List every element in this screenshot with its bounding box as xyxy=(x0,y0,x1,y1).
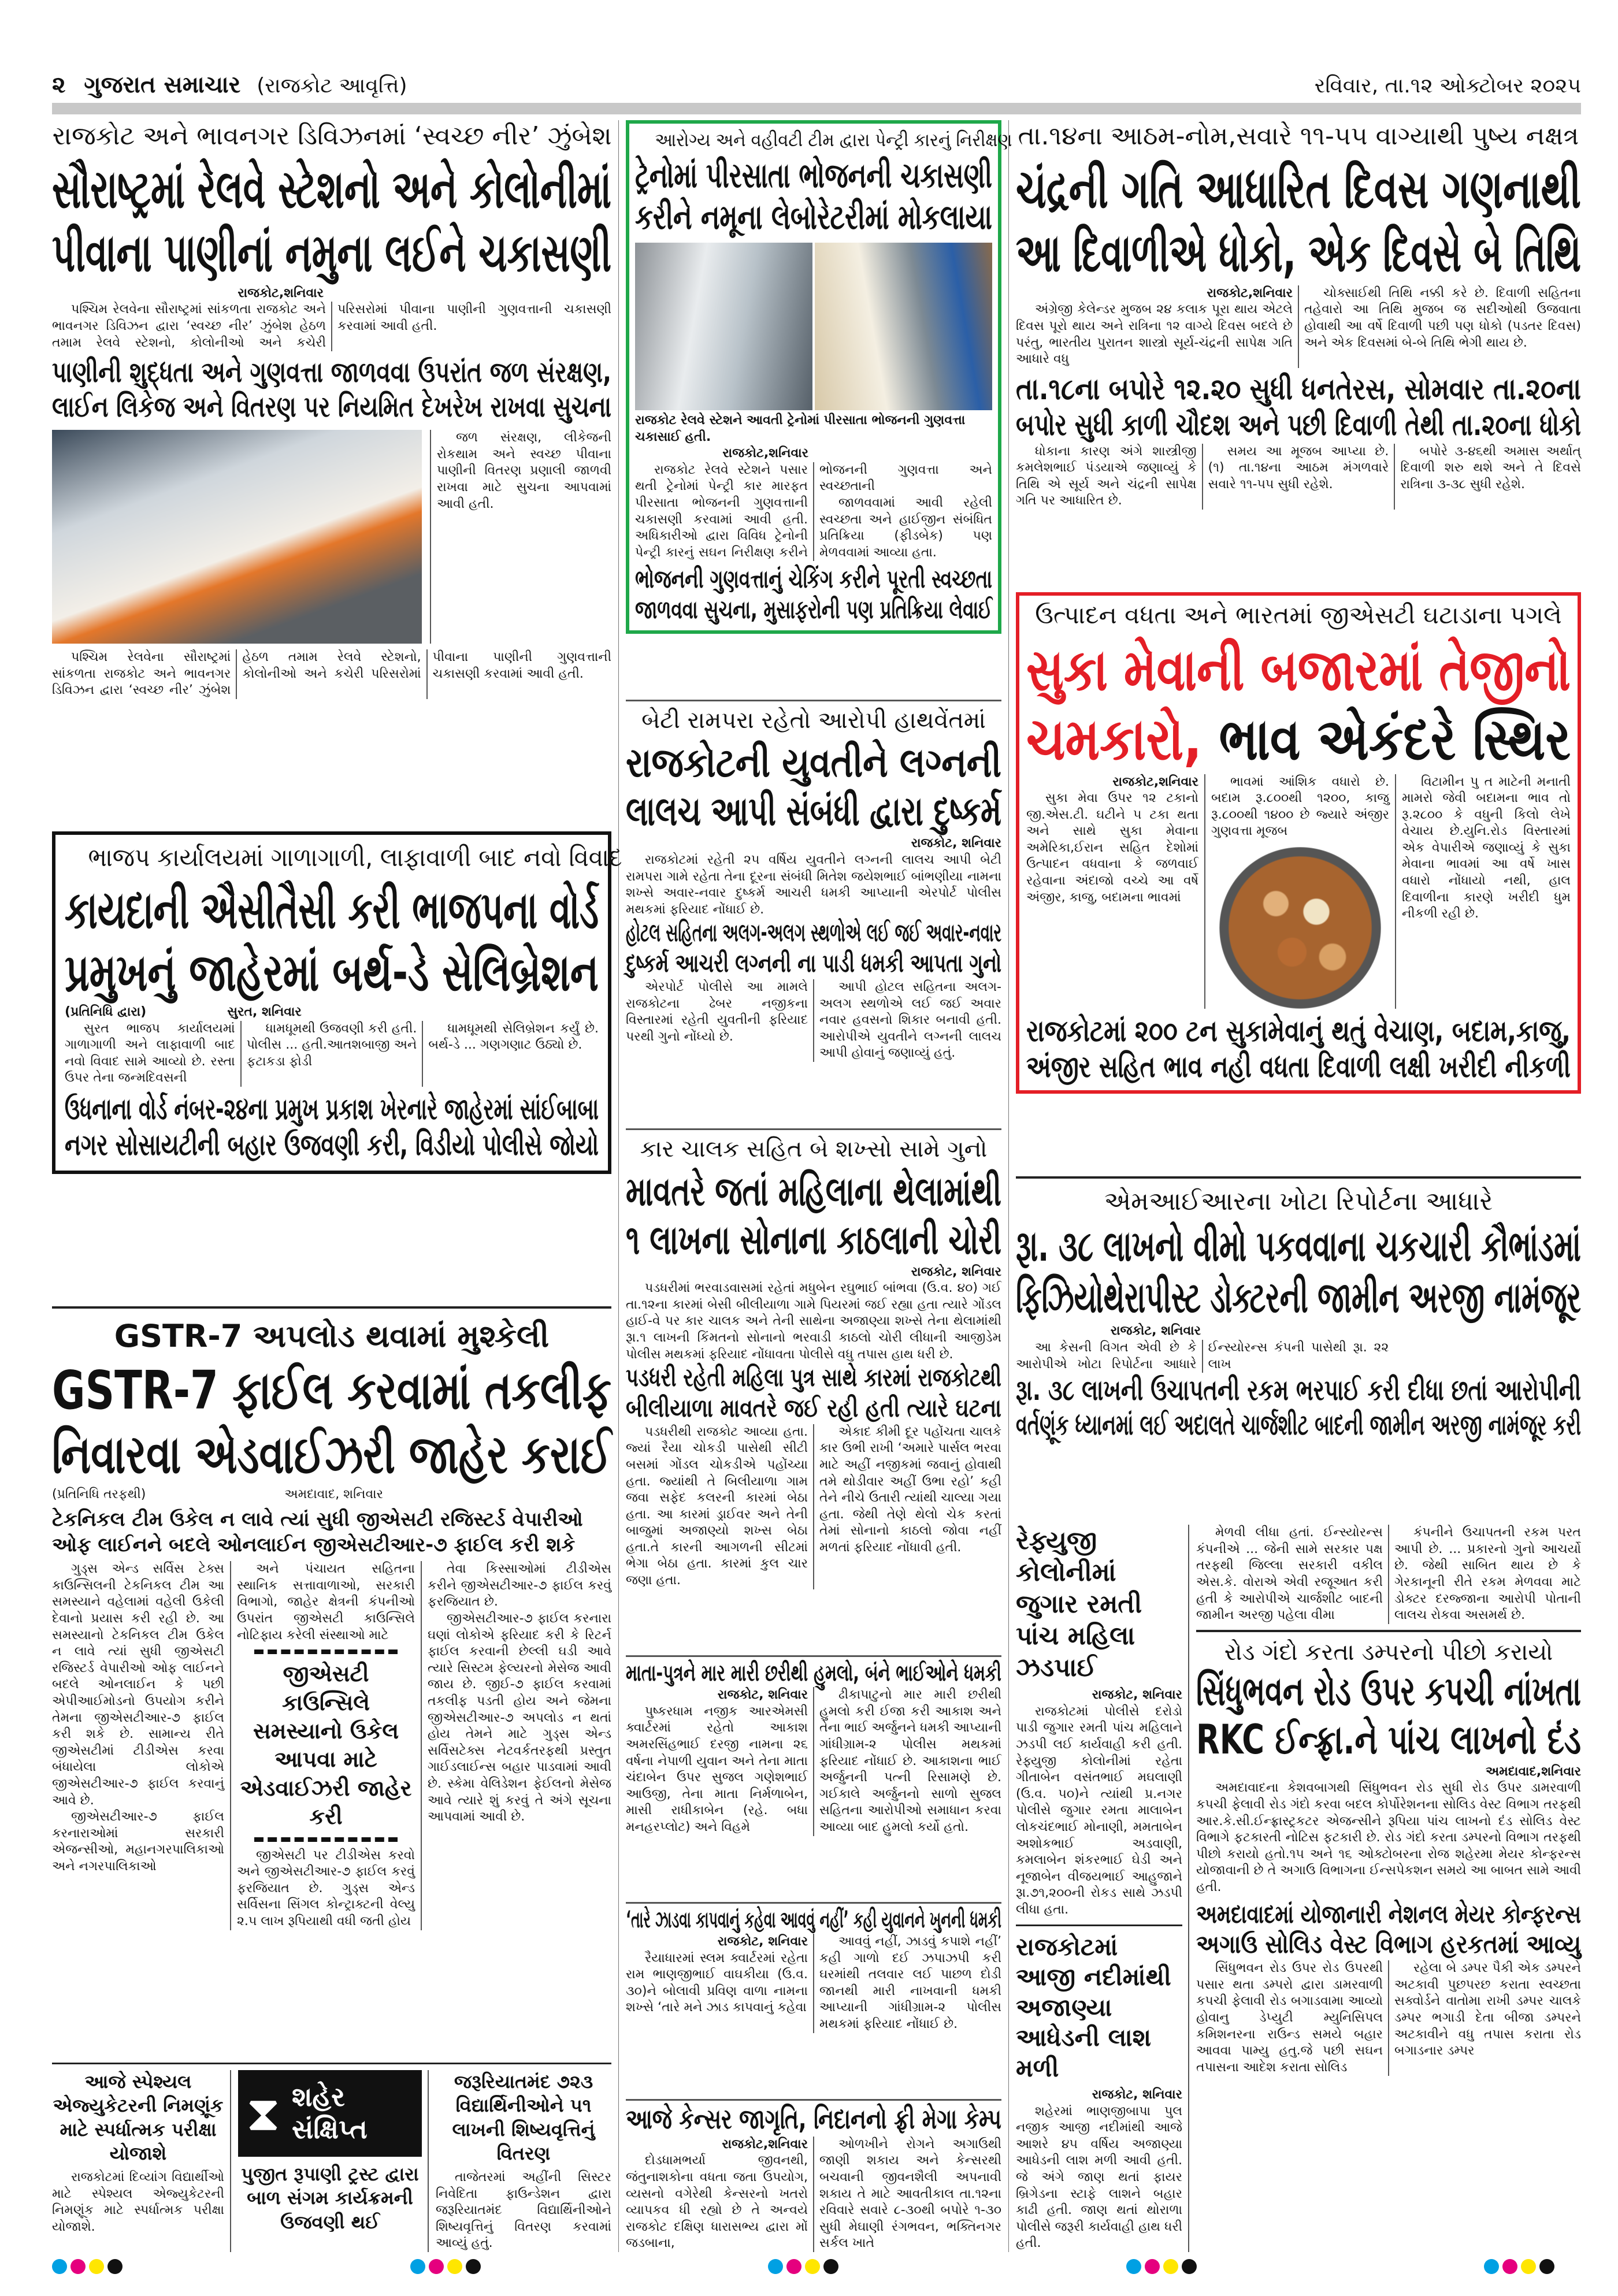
headline-text: પાણીની શુદ્ધતા અને ગુણવત્તા જાળવવા ઉપરાંત જળ સંરક્ષણ, xyxy=(52,355,611,389)
headline-line xyxy=(52,1359,611,1422)
subheadline xyxy=(1016,407,1581,443)
headline-line xyxy=(626,1167,1001,1216)
registration-dot xyxy=(786,2259,801,2274)
story-body: રાજકોટ,શનિવાર અંગ્રેજી કેલેન્ડર મુજબ ૨૪ કલાક પૂરા થાય એટલે દિવસ પૂરો થાય અને રાત્રિના ૧૨ વાગ્યે દિવસ બદલે છે પરંતુ, ભારતીય પુરાતન શાસ્ત્રો સૂર્ય-ચંદ્રની સાપેક્ષ ગતિ આધારે વધુ ચોક્સાઈથી તિથિ નક્કી કરે છે. દિવાળી સહિતના તહેવારો આ તિથિ મુજબ જ સદીઓથી ઉજવાતા હોવાથી આ વર્ષે દિવાળી પછી પણ ધોકો (પડતર દિવસ) અને એક દિવસમાં બે-બે તિથિ ભેગી થાય છે. xyxy=(1016,285,1581,367)
headline-text: ચમકારો, ભાવ એકંદરે સ્થિર xyxy=(1026,705,1571,773)
brief-headline: પુજીત રૂપાણી ટ્રસ્ટ દ્વારા બાળ સંગમ કાર્યક્રમની ઉજવણી થઈ xyxy=(241,2163,419,2233)
registration-dot xyxy=(466,2259,481,2274)
headline-text: લાઈન લિકેજ અને વિતરણ પર નિયમિત દેખરેખ રાખવા સુચના xyxy=(52,390,611,424)
subheadline xyxy=(1026,1049,1571,1085)
story-kicker xyxy=(626,1135,1001,1164)
registration-dot xyxy=(1145,2259,1160,2274)
registration-dot xyxy=(1521,2259,1536,2274)
registration-dot xyxy=(410,2259,425,2274)
brief-headline: જરૂરિયાતમંદ ૭૨૩ વિદ્યાર્થિનીઓને ૫૧ લાખની શિષ્યવૃત્તિનું વિતરણ xyxy=(452,2070,595,2165)
headline-line xyxy=(65,879,599,942)
story-dry-fruit xyxy=(1016,592,1581,1094)
right-lower-row xyxy=(1016,1525,1581,2252)
story-body: અને પંચાયત સહિતના સ્થાનિક સત્તાવાળાઓ, સરકારી વિભાગો, જાહેર ક્ષેત્રની કંપનીઓ ઉપરાંત જીએસટી કાઉન્સિલે નોટિફાય કરેલી સંસ્થાઓ માટે xyxy=(237,1562,415,1643)
headline-text: માતા-પુત્રને માર મારી છરીથી હુમલો, બંને ભાઈઓને ધમકી xyxy=(626,1660,1001,1687)
headline-line xyxy=(635,155,992,196)
headline-text: GSTR-7 ફાઈલ કરવામાં તકલીફ xyxy=(52,1359,611,1422)
headline xyxy=(626,1659,1001,1687)
dateline: રાજકોટ, શનિવાર xyxy=(1092,2087,1182,2102)
page-number: ૨ xyxy=(52,72,66,98)
headline-line xyxy=(1016,1221,1581,1272)
subheadline xyxy=(626,1363,1001,1394)
headline-line xyxy=(1016,1272,1581,1324)
masthead xyxy=(52,0,1581,103)
headline-line xyxy=(1196,1715,1581,1764)
issue-date: રવિવાર, તા.૧૨ ઓક્ટોબર ૨૦૨૫ xyxy=(1314,74,1581,98)
headline-text: દુષ્કર્મ આચરી લગ્નની ના પાડી ધમકી આપતા ગુનો xyxy=(626,949,1001,979)
column-divider xyxy=(618,120,619,2252)
byline: (પ્રતિનિધિ દ્વારા) xyxy=(65,1005,147,1020)
headline-line xyxy=(52,1423,611,1487)
subheadline xyxy=(635,564,992,595)
registration-marks xyxy=(410,2259,484,2276)
headline-line xyxy=(626,738,1001,787)
registration-dot xyxy=(429,2259,444,2274)
story-body: રાજકોટ રેલવે સ્ટેશને પસાર થતી ટ્રેનોમાં પેન્ટ્રી કાર મારફત પીરસાતા ભોજનની ગુણવત્તાની ચકાસણી કરવામાં આવી હતી. અધિકારીઓ દ્વારા વિવિધ ટ્રેનોની પેન્ટ્રી કારનું સઘન નિરીક્ષણ કરીને ભોજનની ગુણવત્તા અને સ્વચ્છતાની જાળવવામાં આવી રહેલી સ્વચ્છતા અને હાઈજીન સંબંધિત પ્રતિક્રિયા (ફીડબેક) પણ મેળવવામાં આવ્યા હતા. xyxy=(635,462,992,560)
briefs-row xyxy=(52,2063,611,2252)
headline-text: લાલચ આપી સંબંધી દ્વારા દુષ્કર્મ xyxy=(626,787,1001,835)
story-body: પડધરીથી રાજકોટ આવ્યા હતા. જ્યાં રૈયા ચોકડી પાસેથી સીટી બસમાં ગોંડલ ચોકડીએ પહોંચ્યા હતા. જ્યાંથી તે બિલીયાળા ગામ જવા સફેદ કલરની કારમાં બેઠા હતા. આ કારમાં ડ્રાઈવર અને તેની બાજુમાં અજાણ્યો શખ્સ બેઠા હતા.તે કારની આગળની સીટમાં ભેગા બેઠા હતા. કારમાં કુલ ચાર જણા હતા. એકાદ કીમી દૂર પહોંચતા ચાલકે કાર ઉભી રાખી ‘અમારે પાર્સલ ભરવા માટે અહીં નજીકમાં જવાનું હોવાથી તમે થોડીવાર અહીં ઉભા રહો’ કહી તેને નીચે ઉતારી ત્યાંથી ચાલ્યા ગયા હતા. જેથી તેણે થેલો ચેક કરતાં તેમાં સોનાનો કાઠલો જોવા નહીં મળતાં ફરિયાદ નોંધાવી હતી. xyxy=(626,1424,1001,1588)
photo-caption: રાજકોટ રેલવે સ્ટેશને આવતી ટ્રેનોમાં પીરસાતા ભોજનની ગુણવત્તા ચકાસાઈ હતી. xyxy=(635,413,966,444)
headline-text: ‘તારે ઝાડવા કાપવાનું કહેવા આવવું નહીં’ કહી યુવાનને ખુનની ધમકી xyxy=(626,1907,1001,1934)
headline-text: ફિઝિયોથેરાપીસ્ટ ડોક્ટરની જામીન અરજી નામંજૂર xyxy=(1016,1272,1581,1322)
story-kicker xyxy=(635,128,1012,151)
headline-text: ઉધનાના વોર્ડ નંબર-૨૪ના પ્રમુખ પ્રકાશ ખેરનારે જાહેરમાં સાંઈબાબા xyxy=(65,1092,599,1127)
section-label: શહેર સંક્ષિપ્ત xyxy=(291,2080,368,2145)
headline-text: હોટલ સહિતના અલગ-અલગ સ્થળોએ લઈ જઈ અવાર-નવાર xyxy=(626,918,1001,948)
registration-marks xyxy=(768,2259,842,2276)
dateline: સુરત, શનિવાર xyxy=(227,1005,302,1020)
subheadline xyxy=(1196,1900,1581,1930)
headline-text: સિંધુભવન રોડ ઉપર કપચી નાંખતા xyxy=(1196,1667,1581,1715)
subheadline xyxy=(1016,371,1581,407)
dateline: રાજકોટ,શનિવાર xyxy=(722,446,808,461)
dateline: રાજકોટ,શનિવાર xyxy=(237,285,324,300)
registration-dot xyxy=(768,2259,783,2274)
subheadline xyxy=(1016,1373,1581,1407)
headline-text: જાળવવા સુચના, મુસાફરોની પણ પ્રતિક્રિયા લેવાઈ xyxy=(635,595,992,625)
column-divider xyxy=(1008,120,1009,2252)
story-cancer-camp xyxy=(626,2099,1001,2252)
right-column xyxy=(1016,120,1581,2252)
subheadline: ટેકનિકલ ટીમ ઉકેલ ન લાવે ત્યાં સુધી જીએસટી રજિસ્ટર્ડ વેપારીઓ ઓફ લાઈનને બદલે ઓનલાઈન જીએસટીઆર-૭ ફાઈલ કરી શકે xyxy=(52,1507,583,1557)
dateline: રાજકોટ, શનિવાર xyxy=(717,1934,808,1949)
story-body: રાજકોટ, શનિવાર રૈયાધારમાં સ્લમ ક્વાર્ટરમાં રહેતા રામ ભાણજીભાઈ વાઘકીયા (ઉ.વ. ૩૦)ને બોલાવી પ્રવિણ વાળા નામના શખ્સે ‘તારે મને ઝાડ કાપવાનું કહેવા આવવું નહીં, ઝાડવું કપાશે નહીં’ કહી ગાળો દઈ ઝપાઝપી કરી ઘરમાંથી તલવાર લઈ પાછળ દોડી જાનથી મારી નાખવાની ધમકી આપ્યાની ગાંધીગ્રામ-૨ પોલીસ મથકમાં ફરિયાદ નોંધાઈ છે. xyxy=(626,1934,1001,2032)
left-column xyxy=(52,120,622,2252)
headline-text: નગર સોસાયટીની બહાર ઉજવણી કરી, વિડીયો પોલીસે જોયો xyxy=(65,1128,599,1163)
dateline: રાજકોટ,શનિવાર xyxy=(1207,285,1293,300)
headline-text: પડધરી રહેતી મહિલા પુત્ર સાથે કારમાં રાજકોટથી xyxy=(626,1363,1001,1393)
headline-line xyxy=(52,221,611,285)
kicker-text: આરોગ્ય અને વહીવટી ટીમ દ્વારા પેન્ટ્રી કારનું નિરીક્ષણ xyxy=(655,129,1012,151)
section-label-box xyxy=(238,2070,422,2157)
story-kicker xyxy=(1026,600,1571,631)
headline-text: નિવારવા એડવાઈઝરી જાહેર કરાઈ xyxy=(52,1423,611,1485)
edition-label: (રાજકોટ આવૃત્તિ) xyxy=(257,74,407,98)
registration-dot xyxy=(805,2259,820,2274)
subheadline xyxy=(1026,1013,1571,1049)
headline-text: ભોજનની ગુણવત્તાનું ચેકિંગ કરીને પૂરતી સ્વચ્છતા xyxy=(635,564,992,595)
kicker-text: એમઆઈઆરના ખોટા રિપોર્ટના આધારે xyxy=(1104,1186,1493,1216)
story-kicker xyxy=(626,706,1001,735)
headline-text: બપોર સુધી કાળી ચૌદશ અને પછી દિવાળી તેથી તા.૨૦ના ધોકો xyxy=(1016,408,1581,443)
story-pantry-inspection xyxy=(626,120,1012,634)
story-body: ગુડ્સ એન્ડ સર્વિસ ટેક્સ કાઉન્સિલની ટેકનિકલ ટીમ આ સમસ્યાને વહેલામાં વહેલી ઉકેલી દેવાનો પ્રયાસ કરી રહી છે. આ સમસ્યાનો ટેકનિકલ ટીમ ઉકેલ ન લાવે ત્યાં સુધી જીએસટી રજિસ્ટર્ડ વેપારીઓ ઓફ લાઈનને બદલે ઓનલાઈન કે પછી એપીઆઈમોડનો ઉપયોગ કરીને તેમના જીએસટીઆર-૭ ફાઈલ કરી શકે છે. સામાન્ય રીતે જીએસટીમાં ટીડીએસ કરવા બંધાયેલા લોકોએ જીએસટીઆર-૭ ફાઈલ કરવાનું આવે છે. જીએસટીઆર-૭ ફાઈલ કરનારાઓમાં સરકારી એજન્સીઓ, મહાનગરપાલિકાઓ અને નગરપાલિકાઓ xyxy=(52,1561,231,1930)
headline-text: રૂા. ૩૮ લાખની ઉચાપતની રકમ ભરપાઈ કરી દીધા છતાં આરોપીની xyxy=(1016,1373,1581,1407)
headline-line xyxy=(626,787,1001,835)
headline-line xyxy=(1016,158,1581,221)
subheadline xyxy=(52,355,611,389)
headline-text: પ્રમુખનું જાહેરમાં બર્થ-ડે સેલિબ્રેશન xyxy=(65,942,599,1004)
headline-text: બીલીયાળા માવતરે જઈ રહી હતી ત્યારે ઘટના xyxy=(626,1393,1001,1423)
registration-dot xyxy=(1163,2259,1178,2274)
registration-marks xyxy=(52,2259,126,2276)
headline-text: અમદાવાદમાં યોજાનારી નેશનલ મેયર કોન્ફરન્સ xyxy=(1196,1899,1581,1929)
headline-text: તા.૧૮ના બપોરે ૧૨.૨૦ સુધી ધનતેરસ, સોમવાર તા.૨૦ના xyxy=(1016,371,1581,407)
story-murder-threat xyxy=(626,1902,1001,2033)
story-body: રાજકોટમાં રહેતી ૨૫ વર્ષિય યુવતીને લગ્નની લાલચ આપી બેટી રામપરા ગામે રહેતા તેના દૂરના સંબંધી મિતેશ જયેશભાઈ બાંભણીયા નામના શખ્સે અવાર-નવાર દુષ્કર્મ આચરી ધમકી આપ્યાની એરપોર્ટ પોલીસ મથકમાં ફરિયાદ નોંધાઈ છે. xyxy=(626,853,1001,917)
headline xyxy=(626,2103,1001,2137)
dateline: રાજકોટ,શનિવાર xyxy=(722,2137,808,2152)
headline: રેફ્યુજી કોલોનીમાં જુગાર રમતી પાંચ મહિલા ઝડપાઈ xyxy=(1016,1526,1142,1683)
headline-text: રૂા. ૩૮ લાખનો વીમો પકવવાના ચકચારી કૌભાંડમાં xyxy=(1016,1221,1581,1271)
story-body: પશ્ચિમ રેલવેના સૌરાષ્ટ્રમાં સાંકળતા રાજકોટ અને ભાવનગર ડિવિઝન દ્વારા ‘સ્વચ્છ નીર’ ઝુંબેશ હેઠળ તમામ રેલવે સ્ટેશનો, કોલોનીઓ અને કચેરી પરિસરોમાં પીવાના પાણીની ગુણવત્તાની ચકાસણી કરવામાં આવી હતી. xyxy=(52,302,611,350)
story-body: રાજકોટમાં પોલીસે દરોડો પાડી જુગાર રમતી પાંચ મહિલાને ઝડપી લઈ કાર્યવાહી કરી હતી. રેફ્યુજી કોલોનીમાં રહેતા ગીતાબેન વસંતભાઈ મઘલાણી (ઉ.વ. ૫૦)ને ત્યાંથી પ્ર.નગર પોલીસે જુગાર રમતા માલાબેન લોકચંદભાઈ મોનાણી, મમતાબેન અશોકભાઈ અડવાણી, કમલાબેન શંકરભાઈ ઘેડી અને નૂજાબેન વીજયભાઈ આહુજાને રૂા.૭૧,૨૦૦ની રોકડ સાથે ઝડપી લીધા હતા. xyxy=(1016,1704,1182,1917)
headline: રાજકોટમાં આજી નદીમાંથી અજાણ્યા આધેડની લાશ મળી xyxy=(1016,1932,1171,2082)
story-body: પશ્ચિમ રેલવેના સૌરાષ્ટ્રમાં સાંકળતા રાજકોટ અને ભાવનગર ડિવિઝન દ્વારા ‘સ્વચ્છ નીર’ ઝુંબેશ હેઠળ તમામ રેલવે સ્ટેશનો, કોલોનીઓ અને કચેરી પરિસરોમાં પીવાના પાણીની ગુણવત્તાની ચકાસણી કરવામાં આવી હતી. xyxy=(52,650,611,698)
registration-dot xyxy=(1126,2259,1141,2274)
headline-text: ચંદ્રની ગતિ આધારિત દિવસ ગણનાથી xyxy=(1016,158,1581,220)
story-body: રાજકોટ,શનિવાર દોડધામભર્યા જીવનથી, જંતુનાશકોના વધતા જતા ઉપયોગ, વ્યસનો વગેરેથી કેન્સરનો ખતરો વ્યાપકવ ધી રહ્યો છે તે અન્વયે રાજકોટ દક્ષિણ ધારાસભ્ય દ્વારા મોં જડબાના, ઓળખીને રોગને અગાઉથી જાણી શકાય અને કેન્સરથી બચવાની જીવનશૈલી અપનાવી શકાય તે માટે આવતીકાલ તા.૧૨ના રવિવારે સવારે ૮-૩૦થી બપોરે ૧-૩૦ સુધી મેઘાણી રંગભવન, ભક્તિનગર સર્કલ ખાતે xyxy=(626,2137,1001,2251)
registration-dot xyxy=(1182,2259,1197,2274)
byline: (પ્રતિનિધિ તરફથી) xyxy=(52,1487,146,1502)
story-body: અમદાવાદના કેશવબાગથી સિંધુભવન રોડ સુધી રોડ ઉપર ડામરવાળી કપચી ફેલાવી રોડ ગંદો કરવા બદલ કોર્પોરેશનના સોલિડ વેસ્ટ વિભાગ તરફથી આર.કે.સી.ઈન્ફ્રાસ્ટ્રકટર એજન્સીને રૂપિયા પાંચ લાખનો દંડ સોલિડ વેસ્ટ વિભાગે ફટકારતી નોટિસ ફટકારી છે. રોડ ગંદો કરતા ડમ્પરનો વિભાગ તરફથી પીછો કરાયો હતો.૧૫ અને ૧૬ ઓક્ટોબરના રોજ શહેરમા મેયર કોન્ફરન્સ યોજાવાની છે તે અગાઉ વિભાગના ઈન્સપેકશન સમયે આ બાબત સામે આવી હતી. xyxy=(1196,1781,1581,1894)
dateline: રાજકોટ, શનિવાર xyxy=(911,1264,1001,1279)
photo-railway-water-tap xyxy=(52,430,422,644)
brief-city-section xyxy=(238,2070,429,2252)
subheadline xyxy=(635,595,992,626)
headline-text: માવતરે જતાં મહિલાના થેલામાંથી xyxy=(626,1167,1001,1215)
story-kicker xyxy=(1016,1186,1581,1217)
headline-text: સુકા મેવાની બજારમાં તેજીનો xyxy=(1026,636,1571,704)
kicker-text: બેટી રામપરા રહેતો આરોપી હાથવેંતમાં xyxy=(641,707,986,734)
headline-line xyxy=(1016,221,1581,285)
story-water-testing xyxy=(52,120,611,699)
kicker-text: રોડ ગંદો કરતા ડમ્પરનો પીછો કરાયો xyxy=(1224,1639,1553,1666)
registration-dot xyxy=(1484,2259,1499,2274)
divider xyxy=(254,1649,398,1654)
story-kicker xyxy=(1196,1638,1581,1667)
registration-dot xyxy=(70,2259,86,2274)
headline-line xyxy=(65,942,599,1004)
headline-text: વર્તણૂંક ધ્યાનમાં લઈ અદાલતે ચાર્જશીટ બાદની જામીન અરજી નામંજૂર કરી xyxy=(1016,1408,1581,1442)
headline-text: ટ્રેનોમાં પીરસાતા ભોજનની ચકાસણી xyxy=(635,155,992,196)
story-kicker xyxy=(65,842,622,874)
story-body: પડધરીમાં ભરવાડવાસમાં રહેતાં મધુબેન રઘુભાઈ બાંભવા (ઉ.વ. ૪૦) ગઈ તા.૧૨ના કારમાં બેસી બીલીયાળા ગામે પિયરમાં જઈ રહ્યા હતા ત્યારે ગોંડલ હાઈ-વે પર કાર ચાલક અને તેની સાથેના અજાણ્યા શખ્સે તેના થેલામાંથી રૂા.૧ લાખની કિંમતનો સોનાનો ભરવાડી કાઠલો ચોરી લીધાની આજીડેમ પોલીસ મથકમાં ફરિયાદ નોંધાવતા પોલીસે વધુ તપાસ હાથ ધરી છે. xyxy=(626,1281,1001,1362)
registration-dot xyxy=(1502,2259,1517,2274)
page-folio xyxy=(52,72,407,98)
inset-headline: જીએસટી કાઉન્સિલે સમસ્યાનો ઉકેલ આપવા માટે એડવાઈઝરી જાહેર કરી xyxy=(240,1661,412,1830)
story-kicker xyxy=(1016,120,1581,152)
registration-dot xyxy=(823,2259,838,2274)
headline-text: RKC ઈન્ફ્રા.ને પાંચ લાખનો દંડ xyxy=(1196,1715,1581,1763)
brief-body: તાજેતરમાં અહીંની સિસ્ટર નિવેદિતા ફાઉન્ડેશન દ્વારા જરૂરિયાતમંદ વિદ્યાર્થિનીઓને શિષ્યવૃત્તિનું વિતરણ કરવામાં આવ્યું હતું. xyxy=(436,2170,611,2251)
right-narrow-column xyxy=(1016,1525,1189,2252)
dateline: રાજકોટ,શનિવાર xyxy=(1112,774,1198,789)
registration-dot xyxy=(89,2259,104,2274)
story-body: શહેરમાં ભાણજીબાપા પુલ નજીક આજી નદીમાંથી આજે આશરે ૪૫ વર્ષિય અજાણ્યા આધેડની લાશ મળી આવી હતી. જે અંગે જાણ થતાં ફાયર બ્રિગેડના સ્ટાફે લાશને બહાર કાઢી હતી. જાણ થતાં થોરાળા પોલીસે જરૂરી કાર્યવાહી હાથ ધરી હતી. xyxy=(1016,2104,1182,2251)
middle-column xyxy=(626,120,1012,2252)
registration-dot xyxy=(52,2259,67,2274)
story-knife-attack xyxy=(626,1655,1001,1836)
registration-dot xyxy=(107,2259,123,2274)
headline-text: પીવાના પાણીનાં નમુના લઈને ચકાસણી xyxy=(52,222,611,284)
story-body: ભાવમાં આંશિક વધારો છે. બદામ રૂ.૮૦૦થી ૧૨૦૦, કાજુ રૂ.૮૦૦થી ૧૪૦૦ છે જ્યારે અંજીર ગુણવત્તા મૂજબ xyxy=(1211,774,1389,839)
dateline: રાજકોટ, શનિવાર xyxy=(1110,1324,1201,1339)
story-body: જીએસટી પર ટીડીએસ કરવો અને જીએસટીઆર-૭ ફાઈલ કરવું ફરજિયાત છે. ગુડ્સ એન્ડ સર્વિસના સિંગલ કોન્ટ્રાક્ટની વેલ્યુ ૨.૫ લાખ રૂપિયાથી વધી જતી હોય xyxy=(237,1848,415,1929)
subheadline xyxy=(626,1394,1001,1424)
story-bjp-birthday xyxy=(52,831,622,1174)
registration-dot xyxy=(447,2259,462,2274)
subheadline xyxy=(626,918,1001,949)
headline-text: સૌરાષ્ટ્રમાં રેલવે સ્ટેશનો અને કોલોનીમાં xyxy=(52,158,611,220)
story-insurance-fraud xyxy=(1016,1176,1581,1442)
headline-text: અગાઉ સોલિડ વેસ્ટ વિભાગ હરકતમાં આવ્યુ xyxy=(1196,1930,1581,1960)
headline-text: કરીને નમૂના લેબોરેટરીમાં મોકલાયા xyxy=(635,197,992,237)
dateline: રાજકોટ, શનિવાર xyxy=(1092,1688,1182,1703)
story-diwali-tithi xyxy=(1016,120,1581,510)
hourglass-icon: ⧗ xyxy=(246,2085,280,2142)
kicker-text: ભાજપ કાર્યાલયમાં ગાળાગાળી, લાફાવાળી બાદ નવો વિવાદ xyxy=(88,843,622,873)
story-insurance-continued: મેળવી લીધા હતાં. ઈન્સ્યોરન્સ કંપનીએ ... જેની સામે સરકાર પક્ષ તરફથી જિલ્લા સરકારી વકીલ એસ.કે. વોરાએ એવી રજૂઆત કરી હતી કે આરોપીએ ચાર્જશીટ બાદની જામીન અરજી પહેલા વીમા કંપનીને ઉચાપતની રકમ પરત આપી છે. ... પ્રકારનો ગુનો આચર્યો છે. જેથી સાબિત થાય છે કે ગેરકાનૂની રીતે રકમ મેળવવા માટે ડોક્ટર દરજ્જાના આરોપી પોતાની લાલચ રોકવા અસમર્થ છે. xyxy=(1196,1525,1581,1623)
headline-line xyxy=(626,1216,1001,1264)
dateline: રાજકોટ, શનિવાર xyxy=(911,836,1001,851)
photo-pantry-car-1 xyxy=(635,243,812,410)
brief-headline: આજે સ્પેશ્યલ એજ્યુકેટરની નિમણૂંક માટે સ્પર્ધાત્મક પરીક્ષા યોજાશે xyxy=(53,2070,224,2165)
story-body: આ કેસની વિગત એવી છે કે આરોપીએ ખોટા રિપોર્ટના આધારે ઈન્સ્યોરન્સ કંપની પાસેથી રૂા. ૨૨ લાખ xyxy=(1016,1340,1389,1372)
headline-line-mixed xyxy=(1026,705,1571,774)
subheadline xyxy=(1196,1930,1581,1960)
story-body: જળ સંરક્ષણ, લીકેજની રોકથામ અને સ્વચ્છ પીવાના પાણીની વિતરણ પ્રણાલી જાળવી રાખવા માટે સુચના આપવામાં આવી હતી. xyxy=(430,430,611,644)
headline-line xyxy=(52,158,611,221)
subheadline xyxy=(52,389,611,424)
story-body: રાજકોટ,શનિવાર સુકા મેવા ઉપર ૧૨ ટકાનો જી.એસ.ટી. ઘટીને ૫ ટકા થતા અને સાથે સુકા મેવાના અમેરિકા,ઈરાન સહિત દેશોમાં ઉત્પાદન વધવાના કે જળવાઈ રહેવાના અંદાજો વચ્ચે આ વર્ષે અંજીર, કાજુ, બદામના ભાવમાં xyxy=(1026,774,1205,1009)
registration-dot xyxy=(1539,2259,1554,2274)
subheadline xyxy=(626,949,1001,979)
subheadline xyxy=(65,1091,599,1127)
kicker-text: કાર ચાલક સહિત બે શખ્સો સામે ગુનો xyxy=(640,1135,988,1162)
subheadline xyxy=(65,1127,599,1163)
brief-educator xyxy=(52,2070,231,2252)
story-rkc-penalty xyxy=(1196,1630,1581,2076)
registration-marks xyxy=(1126,2259,1200,2276)
kicker-text: ઉત્પાદન વધતા અને ભારતમાં જીએસટી ઘટાડાના પગલે xyxy=(1035,601,1562,629)
dateline: રાજકોટ, શનિવાર xyxy=(717,1688,808,1703)
registration-marks-row xyxy=(52,2252,1581,2281)
divider xyxy=(254,1837,398,1842)
header-bar xyxy=(52,103,1581,114)
headline-line xyxy=(635,196,992,238)
brief-body: રાજકોટમાં દિવ્યાંગ વિદ્યાર્થીઓ માટે સ્પેશ્યલ એજ્યુકેટરની નિમણૂંક માટે સ્પર્ધાત્મક પરીક્ષા યોજાશે. xyxy=(52,2170,224,2234)
kicker-text: તા.૧૪ના આઠમ-નોમ,સવારે ૧૧-૫૫ વાગ્યાથી પુષ્ય નક્ષત્ર xyxy=(1018,121,1579,151)
story-kicker xyxy=(52,1317,611,1356)
story-body: રાજકોટ, શનિવાર પુષ્કરધામ નજીક આરએમસી ક્વાર્ટરમાં રહેતો આકાશ અમરસિંહભાઈ દરજી નામના ૨૬ વર્ષના નેપાળી યુવાન અને તેના માતા ચંદાબેન ઉપર સુજલ ગણેશભાઈ આઉજી, તેના માતા નિર્મળાબેન, માસી રાધીકાબેન (રહે. બધા મનહરપ્લોટ) અને વિહમે ઢીકાપાટુનો માર મારી છરીથી હુમલો કરી ઈજા કરી આકાશ અને તેના ભાઈ અર્જુનને ધમકી આપ્યાની ગાંધીગ્રામ-૨ પોલીસ મથકમાં ફરિયાદ નોંધાઈ છે. આકાશના ભાઈ અર્જુનની પત્ની રિસામણે છે. ગઈકાલે અર્જુનનો સાળો સુજલ સહિતના આરોપીઓ સમાધાન કરવા આવ્યા બાદ હુમલો કર્યો હતો. xyxy=(626,1688,1001,1834)
story-body: એરપોર્ટ પોલીસે આ મામલે રાજકોટના ઢેબર નજીકના વિસ્તારમાં રહેતી યુવતીની ફરિયાદ પરથી ગુનો નોંધ્યો છે. આપી હોટલ સહિતના અલગ-અલગ સ્થળોએ લઈ જઈ અવાર નવાર હવસનો શિકાર બનાવી હતી. આરોપીએ યુવતીને લગ્નની લાલચ આપી હોવાનું જણાવ્યું હતું. xyxy=(626,980,1001,1061)
kicker-text: રાજકોટ અને ભાવનગર ડિવિઝનમાં ‘સ્વચ્છ નીર’ ઝુંબેશ xyxy=(52,121,612,151)
story-kicker xyxy=(52,120,611,152)
story-body: ધોકાના કારણ અંગે શાસ્ત્રીજી કમલેશભાઈ પંડયાએ જણાવ્યું કે તિથિ એ સૂર્ય અને ચંદ્રની સાપેક્ષ ગતિ પર આધારિત છે. સમય આ મૂજબ આપ્યા છે. (૧) તા.૧૪ના આઠમ મંગળવારે સવારે ૧૧-૫૫ સુધી રહેશે. બપોરે ૩-૪૬થી અમાસ અર્થાત્ દિવાળી શરુ થશે અને તે દિવસે રાત્રિના ૩-૩૮ સુધી રહેશે. xyxy=(1016,444,1581,508)
headline-text: રાજકોટમાં ૨૦૦ ટન સુકામેવાનું થતું વેચાણ, બદામ,કાજુ, xyxy=(1026,1013,1571,1049)
subheadline xyxy=(1016,1407,1581,1442)
registration-marks xyxy=(1484,2259,1558,2276)
headline xyxy=(626,1906,1001,1934)
kicker-text: GSTR-7 અપલોડ થવામાં મુશ્કેલી xyxy=(114,1317,550,1354)
dateline: અમદાવાદ,શનિવાર xyxy=(1486,1764,1581,1779)
headline-line xyxy=(1196,1667,1581,1715)
brief-scholarship xyxy=(436,2070,611,2252)
headline-text: રાજકોટની યુવતીને લગ્નની xyxy=(626,739,1001,787)
story-gold-theft xyxy=(626,1128,1001,1589)
story-rape-case xyxy=(626,700,1001,1062)
story-body: સુરત ભાજપ કાર્યાલયમાં ગાળાગાળી અને લાફાવાળી બાદ નવો વિવાદ સામે આવ્યો છે. રસ્તા ઉપર તેના જન્મદિવસની ધામધૂમથી ઉજવણી કરી હતી. પોલીસ ... હતી.આતશબાજી અને ફટાકડા ફોડી ધામધૂમથી સેલિબ્રેશન કર્યું છે. બર્થ-ડે ... ગણગણાટ ઉઠ્યો છે. xyxy=(65,1021,599,1086)
headline-text: ૧ લાખના સોનાના કાઠલાની ચોરી xyxy=(626,1216,1001,1264)
story-body: વિટામીન પુ ત માટેની મનાતી મામરો જેવી બદામના ભાવ તો રૂ.૨૮૦૦ કે વધુની કિલો લેખે વેચાય છે.યુનિ.રોડ વિસ્તારમાં એક વેપારીએ જણાવ્યું કે સુકા મેવાના ભાવમાં આ વર્ષે ખાસ વધારો નોંધાયો નથી, હાલ દિવાળીના કારણે ખરીદી ધુમ નીકળી રહી છે. xyxy=(1402,774,1571,922)
story-body: સિંધુભવન રોડ ઉપર રોડ ઉપરથી પસાર થતા ડમ્પરો દ્વારા ડામરવાળી કપચી ફેલાવી રોડ બગાડવામા આવ્યો હોવાનુ ડેપ્યુટી મ્યુનિસિપલ કમિશનરના રાઉન્ડ સમયે બહાર આવવા પામ્યુ હતુ.જે પછી સઘન તપાસના આદેશ કરાતા સોલિડ રહેલા બે ડમ્પર પૈકી એક ડમ્પરને અટકાવી પુછપરછ કરાતા સ્વચ્છતા સક્વોર્ડને વાતોમા રાખી ડમ્પર ચાલકે ડમ્પર ભગાડી દેતા બીજા ડમ્પરને અટકાવીને વધુ તપાસ કરાતા રોડ બગાડનાર ડમ્પર xyxy=(1196,1961,1581,2075)
headline-text: આ દિવાળીએ ધોકો, એક દિવસે બે તિથિ xyxy=(1016,222,1581,284)
headline-text: આજે કેન્સર જાગૃતિ, નિદાનનો ફ્રી મેગા કેમ્પ xyxy=(626,2103,1001,2136)
page-columns xyxy=(52,120,1581,2252)
headline-line-red xyxy=(1026,636,1571,705)
dateline: અમદાવાદ, શનિવાર xyxy=(284,1487,383,1502)
headline-text: અંજીર સહિત ભાવ નહી વધતા દિવાળી લક્ષી ખરીદી નીકળી xyxy=(1026,1050,1571,1085)
newspaper-name: ગુજરાત સમાચાર xyxy=(84,72,241,98)
photo-dry-fruits-bowl xyxy=(1219,847,1381,1009)
headline-text: કાયદાની ઐસીતૈસી કરી ભાજપના વોર્ડ xyxy=(65,880,599,941)
story-body: તેવા કિસ્સાઓમાં ટીડીએસ કરીને જીએસટીઆર-૭ ફાઈલ કરવું ફરજિયાત છે. જીએસટીઆર-૭ ફાઈલ કરનારા ઘણાં લોકોએ ફરિયાદ કરી કે રિટર્ન ફાઈલ કરવાની છેલ્લી ઘડી આવે ત્યારે સિસ્ટમ ફેલ્યરનો મેસેજ આવી જાય છે. જીઈ-૭ ફાઈલ કરવામાં તકલીફ પડતી હોય અને જેમના જીએસટીઆર-૭ અપલોડ ન થતાં હોય તેમને માટે ગુડ્સ એન્ડ સર્વિસટેક્સ નેટવર્કતરફથી પ્રસ્તુત ગાઈડલાઈન્સ બહાર પાડવામાં આવી છે. સ્કેમા વેલિડેશન ફેઈલનો મેસેજ આવે ત્યારે શું કરવું તે અંગે સૂચના આપવામાં આવી છે. xyxy=(428,1562,611,1825)
photo-pantry-car-2 xyxy=(815,243,992,410)
story-gstr7 xyxy=(52,1306,611,1930)
